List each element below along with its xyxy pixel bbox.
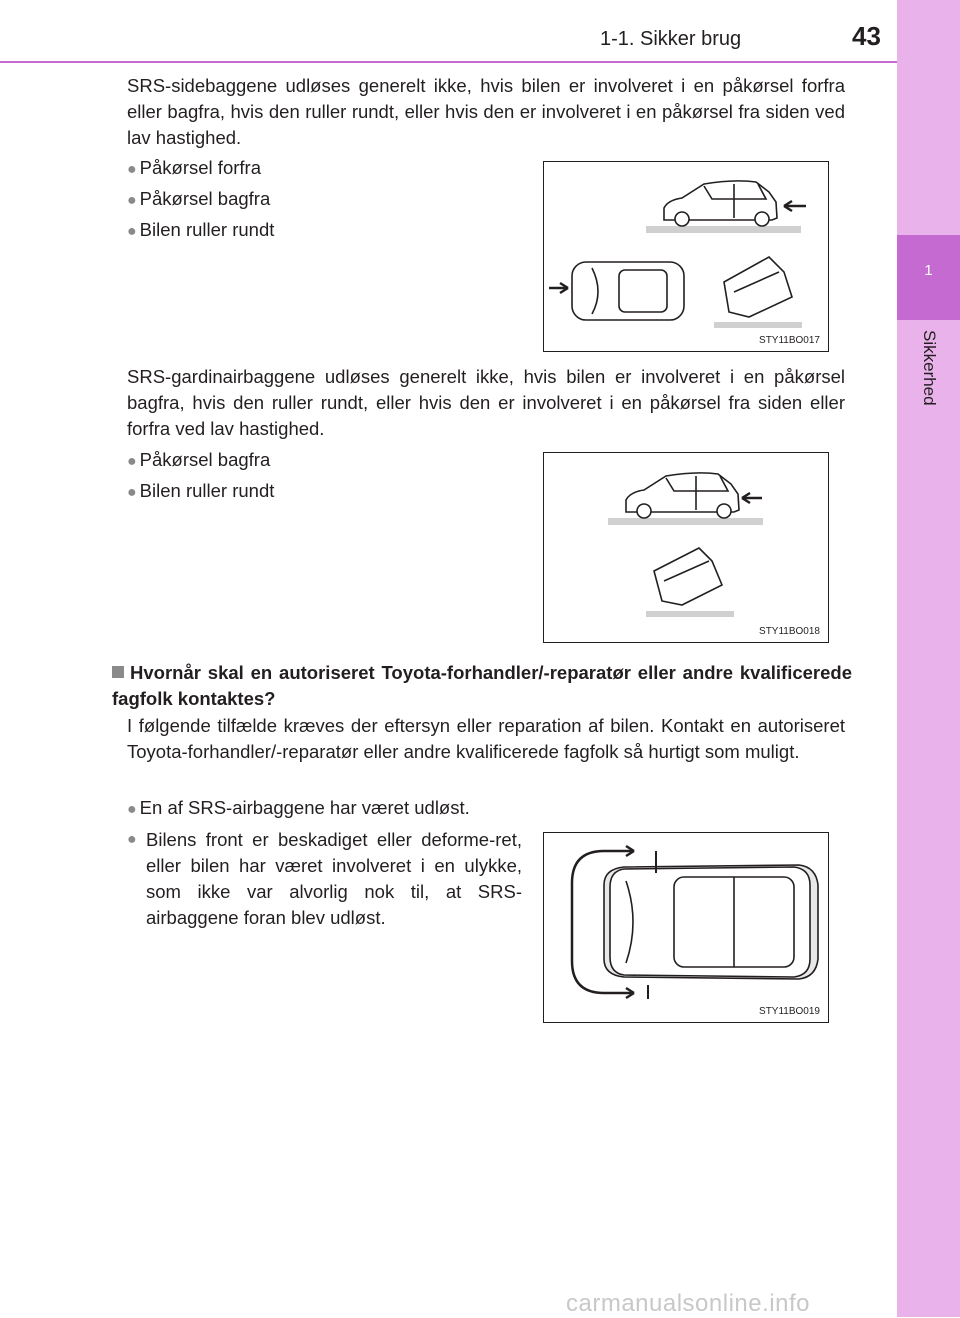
- bullet-text: En af SRS-airbaggene har været udløst.: [139, 797, 470, 818]
- header-divider: [0, 61, 897, 63]
- figure-code: STY11BO017: [759, 335, 820, 346]
- section-title: 1-1. Sikker brug: [600, 28, 742, 50]
- bullet-item: [127, 827, 522, 931]
- heading-square-icon: [112, 666, 124, 678]
- bullet-icon: ●: [127, 453, 137, 470]
- arrow-icon: [742, 493, 762, 503]
- bullet-icon: ●: [127, 223, 137, 240]
- page-number: 43: [852, 21, 881, 51]
- arrow-icon: [549, 283, 568, 293]
- car-rollover-icon: [654, 548, 722, 605]
- car-rollover-icon: [724, 257, 792, 317]
- inspection-paragraph: I følgende tilfælde kræves der eftersyn eller reparation af bilen. Kontakt en autoriseret Toyota-forhandler/-reparatør eller andre kvalificerede fagfolk så hurtigt som muligt.: [127, 715, 845, 762]
- bullet-text: Bilens front er beskadiget eller deforme-ret, eller bilen har været involveret i en ulykke, som ikke var alvorlig nok til, at SRS-airbaggene foran blev udløst.: [146, 829, 522, 928]
- bullet-icon: ●: [127, 801, 137, 818]
- bullet-text: Påkørsel bagfra: [139, 188, 271, 209]
- bullet-text: Bilen ruller rundt: [139, 480, 275, 501]
- chapter-number: 1: [924, 262, 933, 279]
- bullet-item: [127, 478, 274, 506]
- figure-code: STY11BO018: [759, 626, 820, 637]
- bullet-item: [127, 795, 470, 823]
- watermark: carmanualsonline.info: [566, 1290, 810, 1317]
- figure-code: STY11BO019: [759, 1006, 820, 1017]
- bullet-item: [127, 186, 270, 214]
- figure-curtain-airbag: [543, 452, 829, 643]
- bullet-item: [127, 217, 274, 245]
- crash-illustration: [544, 162, 828, 351]
- bullet-item: [127, 155, 261, 183]
- bullet-icon: ●: [127, 161, 137, 178]
- car-front-damage-illustration: [544, 833, 828, 1022]
- bullet-item: [127, 447, 270, 475]
- bullet-text: Påkørsel forfra: [139, 157, 261, 178]
- chapter-sidebar: [897, 0, 960, 1317]
- crash-illustration: [544, 453, 828, 642]
- bullet-icon: ●: [127, 831, 137, 848]
- car-side-icon: [626, 473, 739, 518]
- car-top-icon: [604, 865, 818, 979]
- bullet-icon: ●: [127, 192, 137, 209]
- chapter-title: Sikkerhed: [920, 330, 939, 406]
- bullet-text: Påkørsel bagfra: [139, 449, 271, 470]
- heading-text: Hvornår skal en autoriseret Toyota-forhandler/-reparatør eller andre kvalificerede fagfolk kontaktes?: [112, 662, 852, 709]
- car-top-icon: [572, 262, 684, 320]
- bullet-icon: ●: [127, 484, 137, 501]
- curtain-airbag-paragraph: SRS-gardinairbaggene udløses generelt ikke, hvis bilen er involveret i en påkørsel bagfra, hvis den ruller rundt, eller hvis den er involveret i en påkørsel fra siden eller forfra ved lav hastighed.: [127, 366, 845, 439]
- figure-front-damage: [543, 832, 829, 1023]
- figure-side-airbag: [543, 161, 829, 352]
- car-side-icon: [664, 181, 777, 226]
- bullet-text: Bilen ruller rundt: [139, 219, 275, 240]
- arrow-icon: [784, 201, 806, 211]
- side-airbag-paragraph: SRS-sidebaggene udløses generelt ikke, hvis bilen er involveret i en påkørsel forfra eller bagfra, hvis den ruller rundt, eller hvis den er involveret i en påkørsel fra siden ved lav hastighed.: [127, 75, 845, 148]
- contact-dealer-heading: [112, 660, 852, 712]
